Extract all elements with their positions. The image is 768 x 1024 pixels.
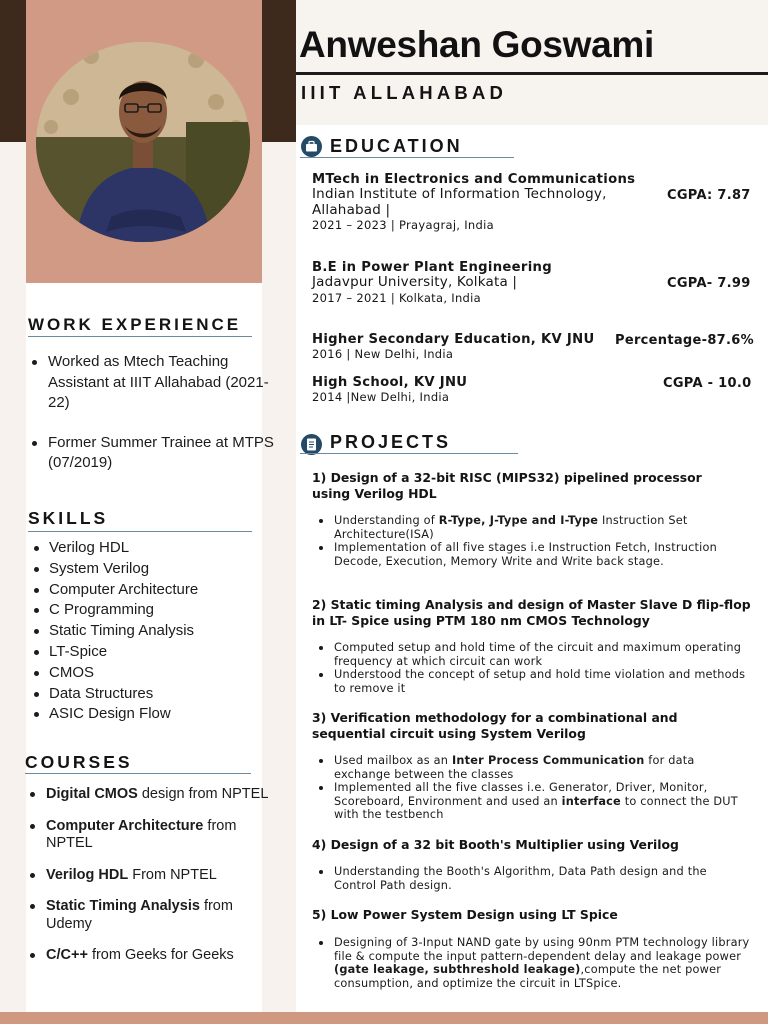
education-score: CGPA: 7.87 — [667, 188, 751, 203]
education-heading: EDUCATION — [330, 136, 463, 156]
list-item: Worked as Mtech Teaching Assistant at IIIT Allahabad (2021-22) — [28, 352, 288, 414]
degree-title: Higher Secondary Education, KV JNU — [312, 332, 595, 347]
degree-title: MTech in Electronics and Communications — [312, 172, 636, 187]
list-item — [26, 786, 276, 804]
text-run-bold: Inter Process Communication — [451, 754, 645, 767]
text-run: Understanding the Booth's Algorithm, Data Path design and the Control Path design. — [334, 865, 707, 892]
work-experience-heading: WORK EXPERIENCE — [28, 315, 242, 334]
text-run: to connect the DUT with the testbench — [334, 794, 738, 822]
text-run: ,compute the net power consumption, and optimize the circuit in LTSpice. — [334, 963, 722, 990]
footer-bar — [0, 1012, 768, 1024]
profile-photo — [36, 42, 250, 242]
list-item — [312, 668, 748, 695]
courses-heading: COURSES — [25, 752, 133, 772]
course-name: C/C++ — [46, 947, 88, 963]
list-item — [312, 936, 752, 990]
education-dates: 2014 |New Delhi, India — [312, 390, 450, 404]
skills-heading: SKILLS — [28, 508, 109, 528]
list-item: Verilog HDL — [30, 538, 270, 559]
course-name: Digital CMOS — [46, 786, 138, 802]
projects-heading: PROJECTS — [330, 432, 452, 452]
list-item: CMOS — [30, 663, 270, 684]
course-name: Static Timing Analysis — [46, 898, 200, 914]
work-experience-rule — [28, 336, 252, 337]
list-item — [312, 865, 748, 892]
list-item: ASIC Design Flow — [30, 704, 270, 725]
institute-name: IIIT ALLAHABAD — [301, 82, 508, 103]
list-item — [26, 818, 276, 853]
education-rule — [300, 157, 514, 158]
document-icon — [301, 434, 322, 455]
project-title: 5) Low Power System Design using LT Spice — [312, 907, 618, 922]
education-entry-be — [312, 260, 652, 305]
list-item: C Programming — [30, 600, 270, 621]
list-item: LT-Spice — [30, 642, 270, 663]
text-run: Used mailbox as an — [334, 754, 452, 767]
degree-title: High School, KV JNU — [312, 375, 468, 390]
course-name: Computer Architecture — [46, 817, 204, 834]
text-run: Implemented all the five classes i.e. Generator, Driver, Monitor, Scoreboard, Environment and used an — [334, 781, 708, 808]
list-item — [312, 781, 748, 822]
course-provider: from Geeks for Geeks — [87, 947, 234, 963]
education-entry-high-school — [312, 375, 612, 404]
work-experience-list — [28, 352, 288, 474]
candidate-name: Anweshan Goswami — [299, 24, 655, 65]
course-provider: from NPTEL — [46, 817, 237, 851]
education-dates: 2016 | New Delhi, India — [312, 347, 454, 361]
list-item: Data Structures — [30, 684, 270, 705]
list-item: Static Timing Analysis — [30, 621, 270, 642]
education-score: CGPA - 10.0 — [663, 376, 752, 391]
project-title: 2) Static timing Analysis and design of Master Slave D flip-flop in LT- Spice using PTM 180 nm CMOS Technology — [312, 597, 751, 628]
school-name: Indian Institute of Information Technology, Allahabad | — [312, 186, 607, 218]
project-title: 3) Verification methodology for a combinational and sequential circuit using System Verilog — [312, 710, 678, 741]
text-run: Understood the concept of setup and hold time violation and methods to remove it — [334, 668, 746, 695]
project-bullets — [312, 936, 752, 990]
list-item — [26, 947, 276, 965]
list-item — [312, 514, 748, 541]
course-provider: from Udemy — [46, 898, 233, 932]
degree-title: B.E in Power Plant Engineering — [312, 260, 552, 275]
education-score: CGPA- 7.99 — [667, 276, 751, 291]
text-run: Instruction Set Architecture(ISA) — [334, 514, 688, 541]
project-bullets — [312, 754, 748, 822]
skills-rule — [28, 531, 252, 532]
briefcase-icon — [301, 136, 322, 157]
school-name: Jadavpur University, Kolkata | — [312, 274, 518, 290]
education-score: Percentage-87.6% — [615, 333, 754, 348]
skills-list — [30, 538, 270, 725]
course-name: Verilog HDL — [46, 866, 129, 883]
text-run: Understanding of — [334, 514, 439, 527]
courses-list — [26, 786, 276, 979]
dark-accent-left — [0, 0, 26, 142]
education-dates: 2017 – 2021 | Kolkata, India — [312, 290, 481, 305]
project-title: 4) Design of a 32 bit Booth's Multiplier using Verilog — [312, 837, 679, 852]
list-item — [312, 541, 748, 568]
dark-accent-right — [262, 0, 296, 142]
left-margin-strip — [0, 142, 26, 1012]
courses-rule — [25, 773, 251, 774]
list-item — [312, 754, 748, 781]
list-item: System Verilog — [30, 559, 270, 580]
text-run: Computed setup and hold time of the circuit and maximum operating frequency at which circuit can work — [334, 641, 742, 668]
course-provider: From NPTEL — [128, 866, 217, 883]
text-run: Implementation of all five stages i.e Instruction Fetch, Instruction Decode, Execution, Memory Write and Write back stage. — [334, 541, 717, 568]
course-provider: design from NPTEL — [137, 786, 269, 802]
person-portrait-icon — [36, 42, 250, 242]
header-divider — [296, 72, 768, 75]
projects-rule — [300, 453, 518, 454]
project-bullets — [312, 641, 748, 695]
text-run-bold: (gate leakage, subthreshold leakage) — [334, 963, 581, 977]
list-item — [26, 898, 276, 933]
education-entry-mtech — [312, 172, 652, 232]
text-run-bold: interface — [561, 794, 621, 808]
text-run: Designing of 3-Input NAND gate by using 90nm PTM technology library file & compute the input pattern-dependent delay and leakage power — [334, 936, 750, 963]
list-item — [26, 867, 276, 885]
list-item — [312, 641, 748, 668]
project-title: 1) Design of a 32-bit RISC (MIPS32) pipelined processor using Verilog HDL — [312, 470, 702, 501]
list-item: Computer Architecture — [30, 580, 270, 601]
education-dates: 2021 – 2023 | Prayagraj, India — [312, 218, 494, 232]
education-entry-higher-secondary — [312, 332, 612, 361]
text-run: for data exchange between the classes — [334, 754, 695, 781]
project-bullets — [312, 514, 748, 568]
text-run-bold: R-Type, J-Type and I-Type — [438, 514, 599, 527]
project-bullets — [312, 865, 748, 892]
list-item: Former Summer Trainee at MTPS (07/2019) — [28, 433, 288, 474]
